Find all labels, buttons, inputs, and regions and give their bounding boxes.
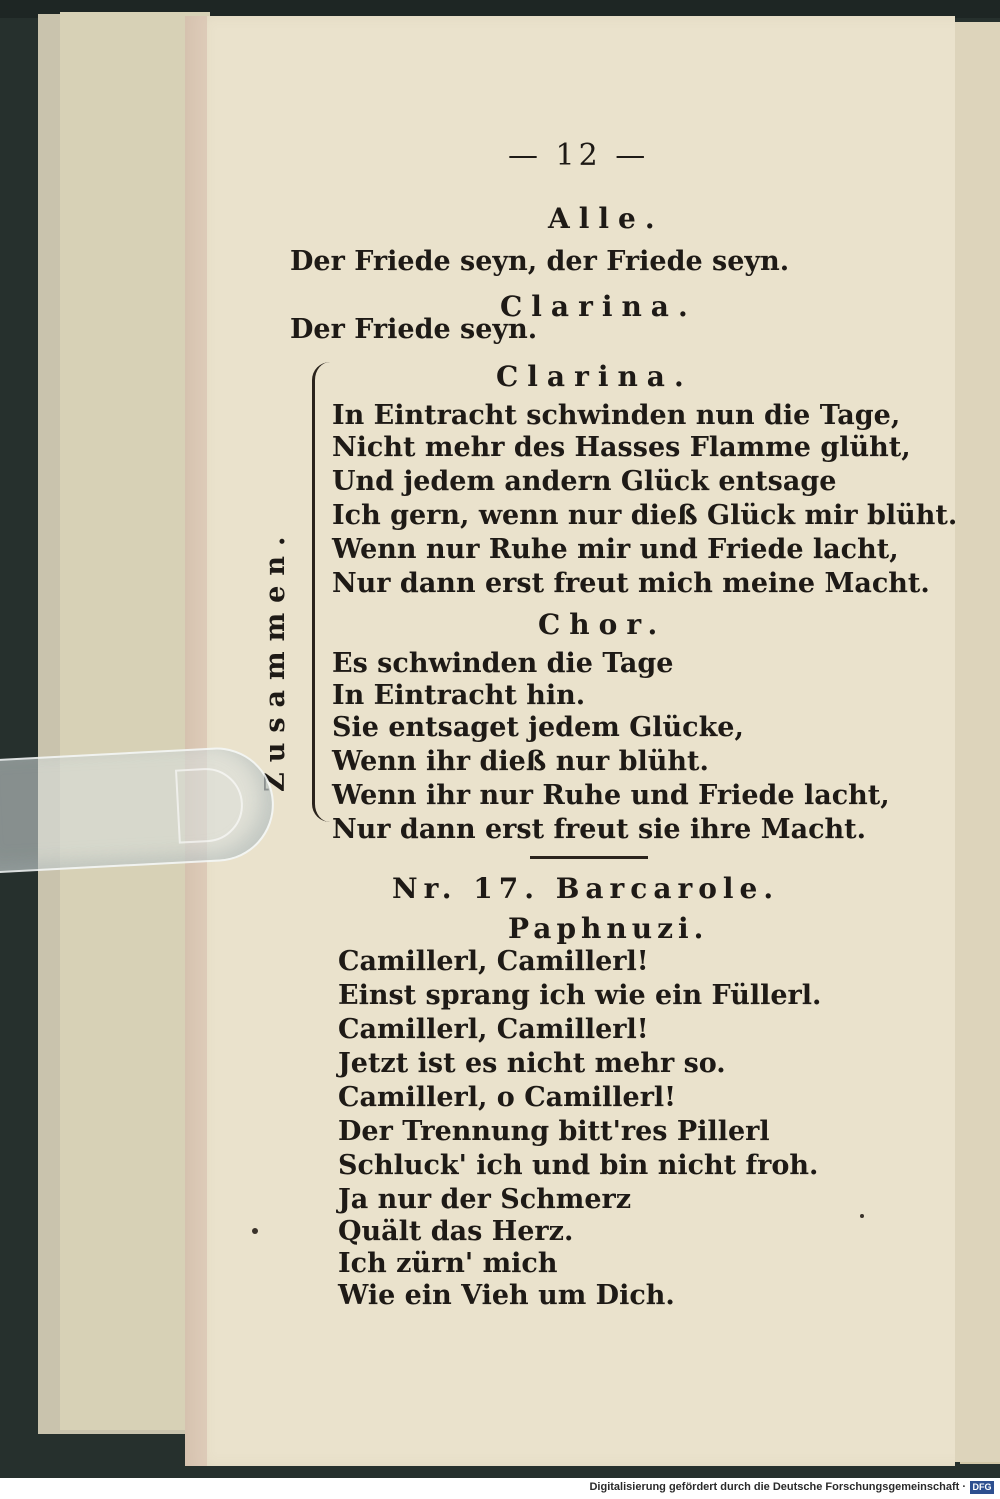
verse-line: Quält das Herz. [338, 1216, 574, 1247]
speaker-clarina: Clarina. [496, 360, 693, 393]
speaker-clarina: Clarina. [500, 290, 697, 323]
verse-line: Einst sprang ich wie ein Füllerl. [338, 980, 822, 1011]
side-label-zusammen: Zusammen. [260, 526, 291, 792]
verse-line: Ich zürn' mich [338, 1248, 558, 1279]
verse-line: Nicht mehr des Hasses Flamme glüht, [332, 432, 911, 463]
speaker-alle: Alle. [548, 202, 664, 235]
ink-speck [252, 1228, 258, 1234]
verse-line: Der Friede seyn. [290, 314, 538, 345]
verse-line: Der Friede seyn, der Friede seyn. [290, 246, 790, 277]
verse-line: Der Trennung bitt'res Pillerl [338, 1116, 770, 1147]
glass-page-weight-tip [175, 766, 245, 843]
verse-line: Nur dann erst freut sie ihre Macht. [332, 814, 867, 845]
number-heading: Nr. 17. Barcarole. [392, 872, 780, 905]
section-divider [530, 856, 648, 859]
verse-line: Wie ein Vieh um Dich. [338, 1280, 675, 1311]
verse-line: Camillerl, o Camillerl! [338, 1082, 677, 1113]
verse-line: Wenn ihr nur Ruhe und Friede lacht, [332, 780, 890, 811]
dfg-logo[interactable]: DFG [970, 1481, 994, 1494]
speaker-chor: Chor. [538, 608, 667, 641]
verse-line: In Eintracht hin. [332, 680, 586, 711]
verse-line: Wenn nur Ruhe mir und Friede lacht, [332, 534, 899, 565]
verse-line: Und jedem andern Glück entsage [332, 466, 837, 497]
verse-line: In Eintracht schwinden nun die Tage, [332, 400, 901, 431]
verse-line: Wenn ihr dieß nur blüht. [332, 746, 709, 777]
ink-speck [860, 1214, 864, 1218]
verse-line: Jetzt ist es nicht mehr so. [338, 1048, 726, 1079]
speaker-paphnuzi: Paphnuzi. [508, 912, 709, 945]
verse-line: Ja nur der Schmerz [338, 1184, 632, 1215]
verse-line: Es schwinden die Tage [332, 648, 674, 679]
verse-line: Ich gern, wenn nur dieß Glück mir blüht. [332, 500, 958, 531]
verse-line: Sie entsaget jedem Glücke, [332, 712, 744, 743]
footer-credit: Digitalisierung gefördert durch die Deutsche Forschungsgemeinschaft · [589, 1481, 966, 1493]
glass-page-weight[interactable] [0, 745, 277, 874]
verse-line: Schluck' ich und bin nicht froh. [338, 1150, 819, 1181]
verse-line: Camillerl, Camillerl! [338, 1014, 649, 1045]
brace-bracket [312, 362, 331, 822]
verse-line: Nur dann erst freut mich meine Macht. [332, 568, 930, 599]
page-number: — 12 — [508, 138, 650, 173]
verse-line: Camillerl, Camillerl! [338, 946, 649, 977]
